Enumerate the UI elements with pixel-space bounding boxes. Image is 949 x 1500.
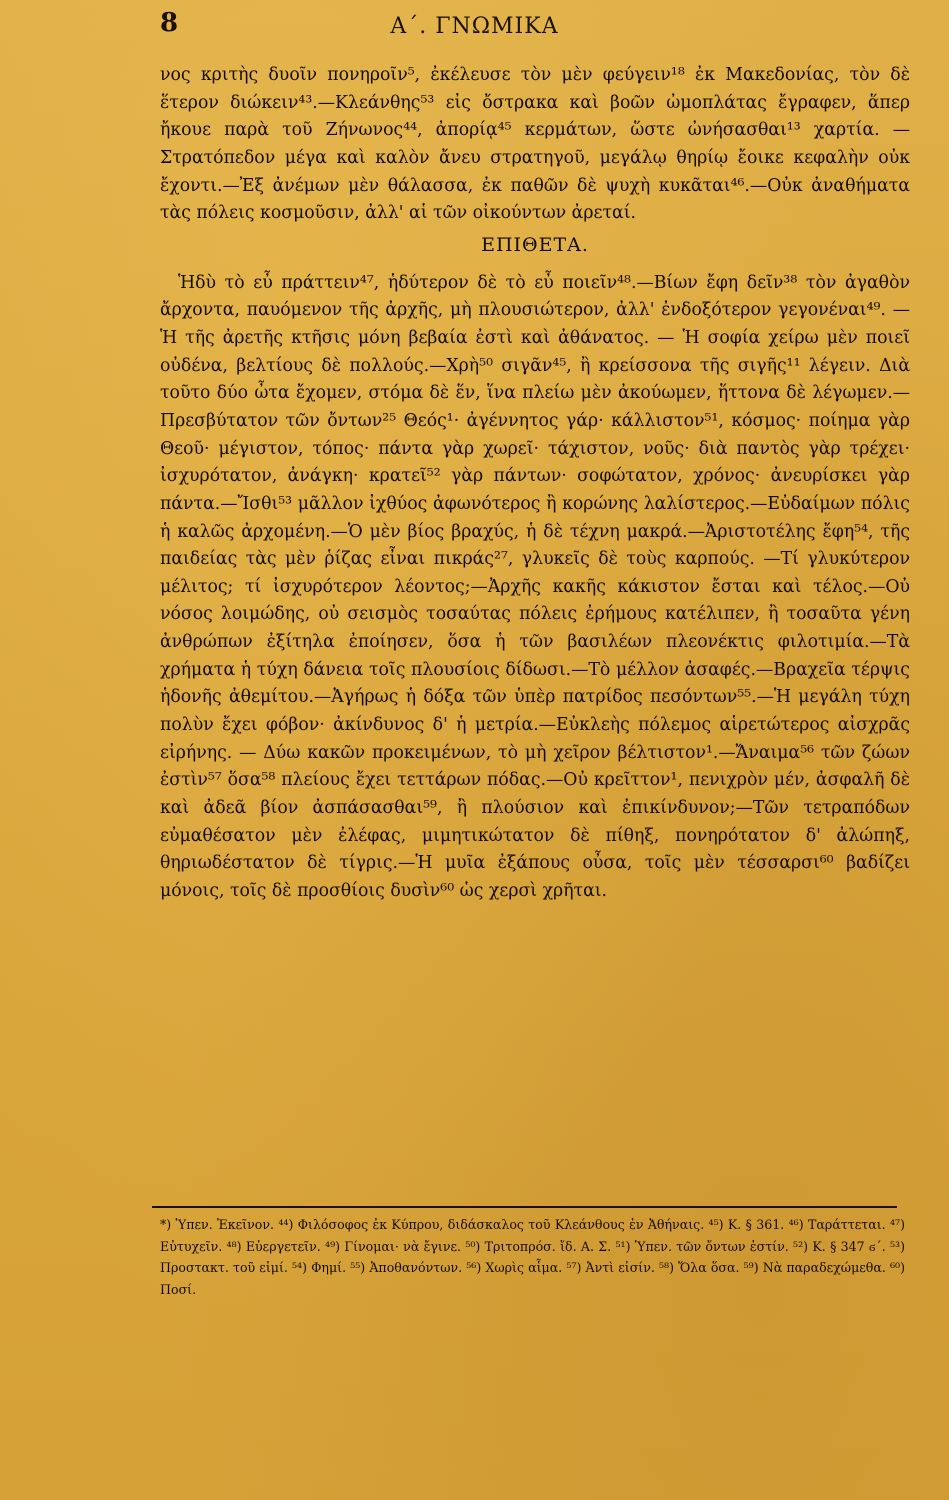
paragraph-epitheta: Ἡδὺ τὸ εὖ πράττειν⁴⁷, ἡδύτερον δὲ τὸ εὖ ποιεῖν⁴⁸.—Βίων ἔφη δεῖν³⁸ τὸν ἀγαθὸν ἄρχοντα, παυόμενον τῆς ἀρχῆς, μὴ πλουσιώτερον, ἀλλ' ἐνδοξότερον γεγονέναι⁴⁹. — Ἡ τῆς ἀρετῆς κτῆσις μόνη βεβαία ἐστὶ καὶ ἀθάνατος. — Ἡ σοφία χείρω μὲν ποιεῖ οὐδένα, βελτίους δὲ πολλούς.—Χρὴ⁵⁰ σιγᾶν⁴⁵, ἢ κρείσσονα τῆς σιγῆς¹¹ λέγειν. Διὰ τοῦτο δύο ὦτα ἔχομεν, στόμα δὲ ἕν, ἵνα πλείω μὲν ἀκούωμεν, ἥττονα δὲ λέγωμεν.—Πρεσβύτατον τῶν ὄντων²⁵ Θεός¹· ἀγέννητος γάρ· κάλλιστον⁵¹, κόσμος· ποίημα γὰρ Θεοῦ· μέγιστον, τόπος· πάντα γὰρ χωρεῖ· τάχιστον, νοῦς· διὰ παντὸς γὰρ τρέχει· ἰσχυρότατον, ἀνάγκη· κρατεῖ⁵² γὰρ πάντων· σοφώτατον, χρόνος· ἀνευρίσκει γὰρ πάντα.—Ἴσθι⁵³ μᾶλλον ἰχθύος ἀφωνότερος ἢ κορώνης λαλίστερος.—Εὐδαίμων πόλις ἡ καλῶς ἀρχομένη.—Ὁ μὲν βίος βραχύς, ἡ δὲ τέχνη μακρά.—Ἀριστοτέλης ἔφη⁵⁴, τῆς παιδείας τὰς μὲν ῥίζας εἶναι πικράς²⁷, γλυκεῖς δὲ τοὺς καρπούς. —Τί γλυκύτερον μέλιτος; τί ἰσχυρότερον λέοντος;—Ἀρχῆς κακῆς κάκιστον ἔσται καὶ τέλος.—Οὐ νόσος λοιμώδης, οὐ σεισμὸς τοσαύτας πόλεις ἐρήμους κατέλιπεν, ἢ τοσαῦτα γένη ἀνθρώπων ἐξίτηλα ἐποίησεν, ὅσα ἡ τῶν βασιλέων πλεονέκτις φιλοτιμία.—Τὰ χρήματα ἡ τύχη δάνεια τοῖς πλουσίοις δίδωσι.—Τὸ μέλλον ἀσαφές.—Βραχεῖα τέρψις ἡδονῆς ἀθεμίτου.—Ἀγήρως ἡ δόξα τῶν ὑπὲρ πατρίδος πεσόντων⁵⁵.—Ἡ μεγάλη τύχη πολὺν ἔχει φόβον· ἀκίνδυνος δ' ἡ μετρία.—Εὐκλεὴς πόλεμος αἱρετώτερος αἰσχρᾶς εἰρήνης. — Δύω κακῶν προκειμένων, τὸ μὴ χεῖρον βέλτιστον¹.—Ἄναιμα⁵⁶ τῶν ζώων ἐστὶν⁵⁷ ὅσα⁵⁸ πλείους ἔχει τεττάρων πόδας.—Οὐ κρεῖττον¹, πενιχρὸν μέν, ἀσφαλῆ δὲ καὶ ἀδεᾶ βίον ἀσπάσασθαι⁵⁹, ἢ πλούσιον καὶ ἐπικίνδυνον;—Τῶν τετραπόδων εὐμαθέσατον μὲν ἐλέφας, μιμητικώτατον δὲ πίθηξ, πονηρότατον δ' ἀλώπηξ, θηριωδέστατον δὲ τίγρις.—Ἡ μυῖα ἐξάπους οὖσα, τοῖς μὲν τέσσαρσι⁶⁰ βαδίζει μόνοις, τοῖς δὲ προσθίοις δυσὶν⁶⁰ ὡς χερσὶ χρῆται. [160,272,910,902]
footnote-divider [152,1206,897,1208]
paragraph-gnomika: νος κριτὴς δυοῖν πονηροῖν⁵, ἐκέλευσε τὸν μὲν φεύγειν¹⁸ ἐκ Μακεδονίας, τὸν δὲ ἕτερον διώκειν⁴³.—Κλεάνθης⁵³ εἰς ὄστρακα καὶ βοῶν ὠμοπλάτας ἔγραφεν, ἅπερ ἤκουε παρὰ τοῦ Ζήνωνος⁴⁴, ἀπορίᾳ⁴⁵ κερμάτων, ὥστε ὠνήσασθαι¹³ χαρτία. — Στρατόπεδον μέγα καὶ καλὸν ἄνευ στρατηγοῦ, μεγάλῳ θηρίῳ ἔοικε κεφαλὴν οὐκ ἔχοντι.—Ἐξ ἀνέμων μὲν θάλασσα, ἐκ παθῶν δὲ ψυχὴ κυκᾶται⁴⁶.—Οὐκ ἀναθήματα τὰς πόλεις κοσμοῦσιν, ἀλλ' αἱ τῶν οἰκούντων ἀρεταί. [160,65,910,224]
running-title: Α΄. ΓΝΩΜΙΚΑ [390,14,559,39]
section-title: ΕΠΙΘΕΤΑ. [481,233,589,256]
main-text [160,62,910,906]
footnote-text: *) Ὑπεν. Ἐκεῖνον. ⁴⁴) Φιλόσοφος ἐκ Κύπρου, διδάσκαλος τοῦ Κλεάνθους ἐν Ἀθήναις. ⁴⁵) Κ. § 361. ⁴⁶) Ταράττεται. ⁴⁷) Εὐτυχεῖν. ⁴⁸) Εὐεργετεῖν. ⁴⁹) Γίνομαι· νὰ ἔγινε. ⁵⁰) Τριτοπρόσ. ἴδ. Α. Σ. ⁵¹) Ὑπεν. τῶν ὄντων ἐστίν. ⁵²) Κ. § 347 ϭ΄. ⁵³) Προστακτ. τοῦ εἰμί. ⁵⁴) Φημί. ⁵⁵) Ἀποθανόντων. ⁵⁶) Χωρὶς αἷμα. ⁵⁷) Ἀντὶ εἰσίν. ⁵⁸) Ὅλα ὅσα. ⁵⁹) Νὰ παραδεχώμεθα. ⁶⁰) Ποσί. [160,1217,905,1297]
page-number: 8 [160,8,179,38]
footnotes [160,1214,905,1300]
